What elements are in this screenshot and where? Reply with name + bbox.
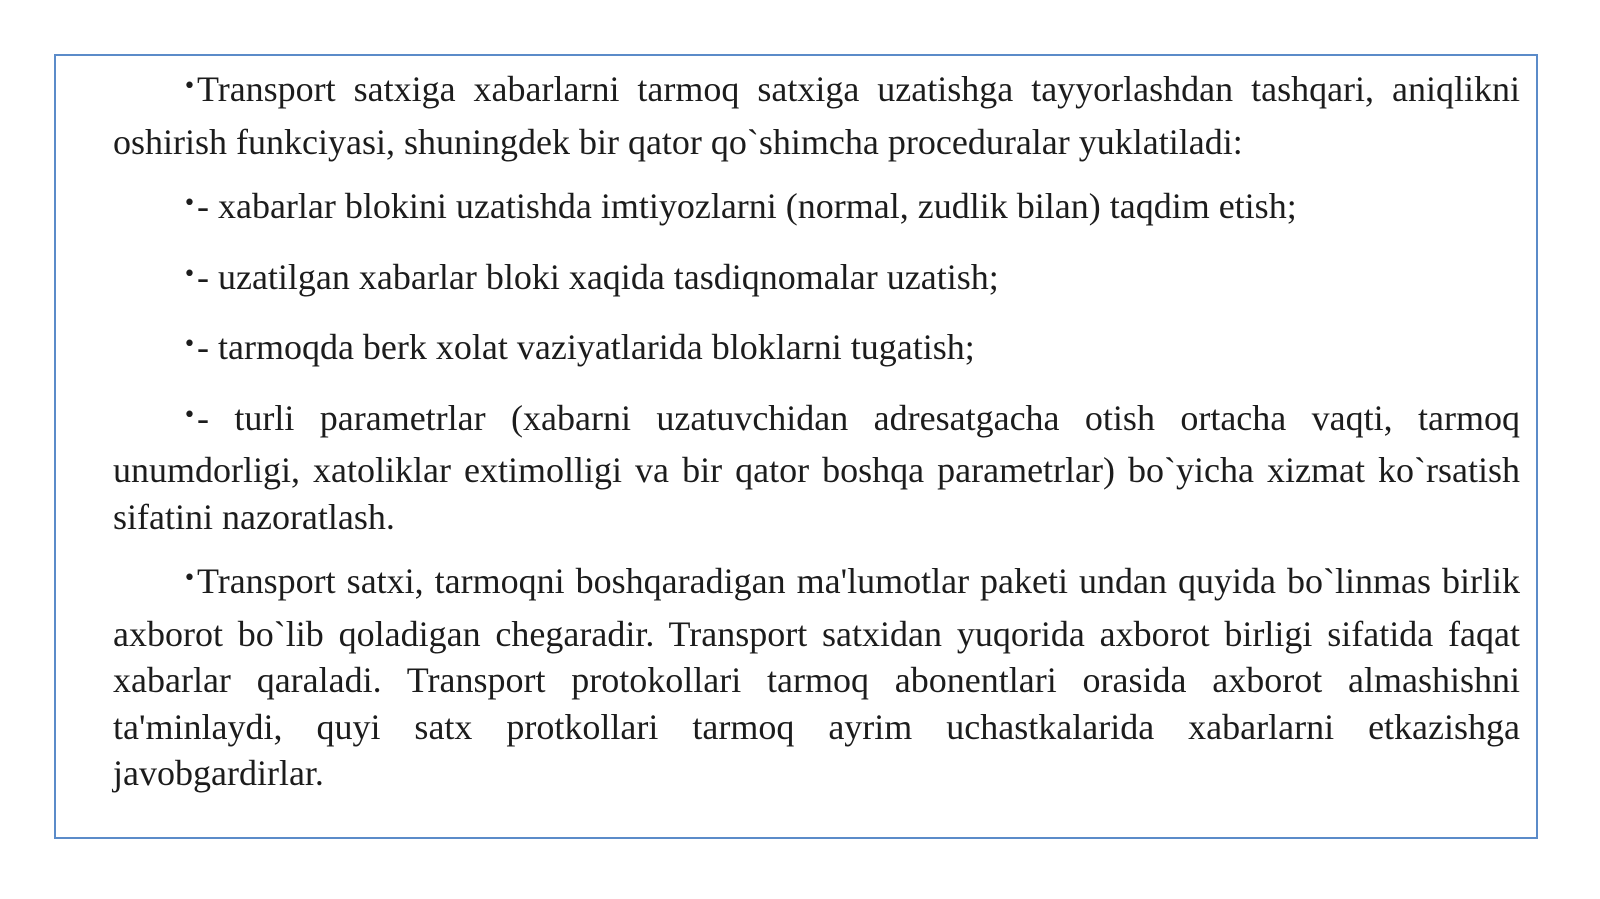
list-item-confirmations bbox=[113, 254, 1520, 307]
bullet-icon: • bbox=[183, 402, 196, 428]
list-item-priorities bbox=[113, 183, 1520, 236]
bullet-icon: • bbox=[183, 261, 196, 287]
bullet-icon: • bbox=[183, 191, 196, 216]
paragraph-text: Transport satxiga xabarlarni tarmoq satxiga uzatishga tayyorlashdan tashqari, aniqlikni oshirish funkciyasi, shuningdek bir qator qo`shimcha proceduralar yuklatiladi: bbox=[113, 69, 1520, 162]
list-item-text: - tarmoqda berk xolat vaziyatlarida bloklarni tugatish; bbox=[196, 327, 975, 367]
paragraph-transport-layer-intro bbox=[113, 66, 1520, 165]
list-item-quality-control bbox=[113, 395, 1520, 541]
bullet-icon: • bbox=[183, 332, 196, 357]
paragraph-text: Transport satxi, tarmoqni boshqaradigan ma'lumotlar paketi undan quyida bo`linmas birlik axborot bo`lib qoladigan chegaradir. Transport satxidan yuqorida axborot birligi sifatida faqat xabarlar qaraladi. Transport protokollari tarmoq abonentlari orasida axborot almashishni ta'minlaydi, quyi satx protkollari tarmoq ayrim uchastkalarida xabarlarni etkazishga javobgardirlar. bbox=[113, 561, 1520, 793]
paragraph-transport-layer-boundary bbox=[113, 558, 1520, 797]
list-item-text: - turli parametrlar (xabarni uzatuvchidan adresatgacha otish ortacha vaqti, tarmoq unumdorligi, xatoliklar extimolligi va bir qator boshqa parametrlar) bo`yicha xizmat ko`rsatish sifatini nazoratlash. bbox=[113, 397, 1520, 537]
list-item-text: - uzatilgan xabarlar bloki xaqida tasdiqnomalar uzatish; bbox=[196, 256, 999, 297]
text-box bbox=[54, 54, 1538, 839]
bullet-icon: • bbox=[183, 74, 196, 99]
bullet-icon: • bbox=[183, 566, 196, 591]
list-item-text: - xabarlar blokini uzatishda imtiyozlarni (normal, zudlik bilan) taqdim etish; bbox=[196, 186, 1297, 226]
list-item-deadlock bbox=[113, 324, 1520, 377]
